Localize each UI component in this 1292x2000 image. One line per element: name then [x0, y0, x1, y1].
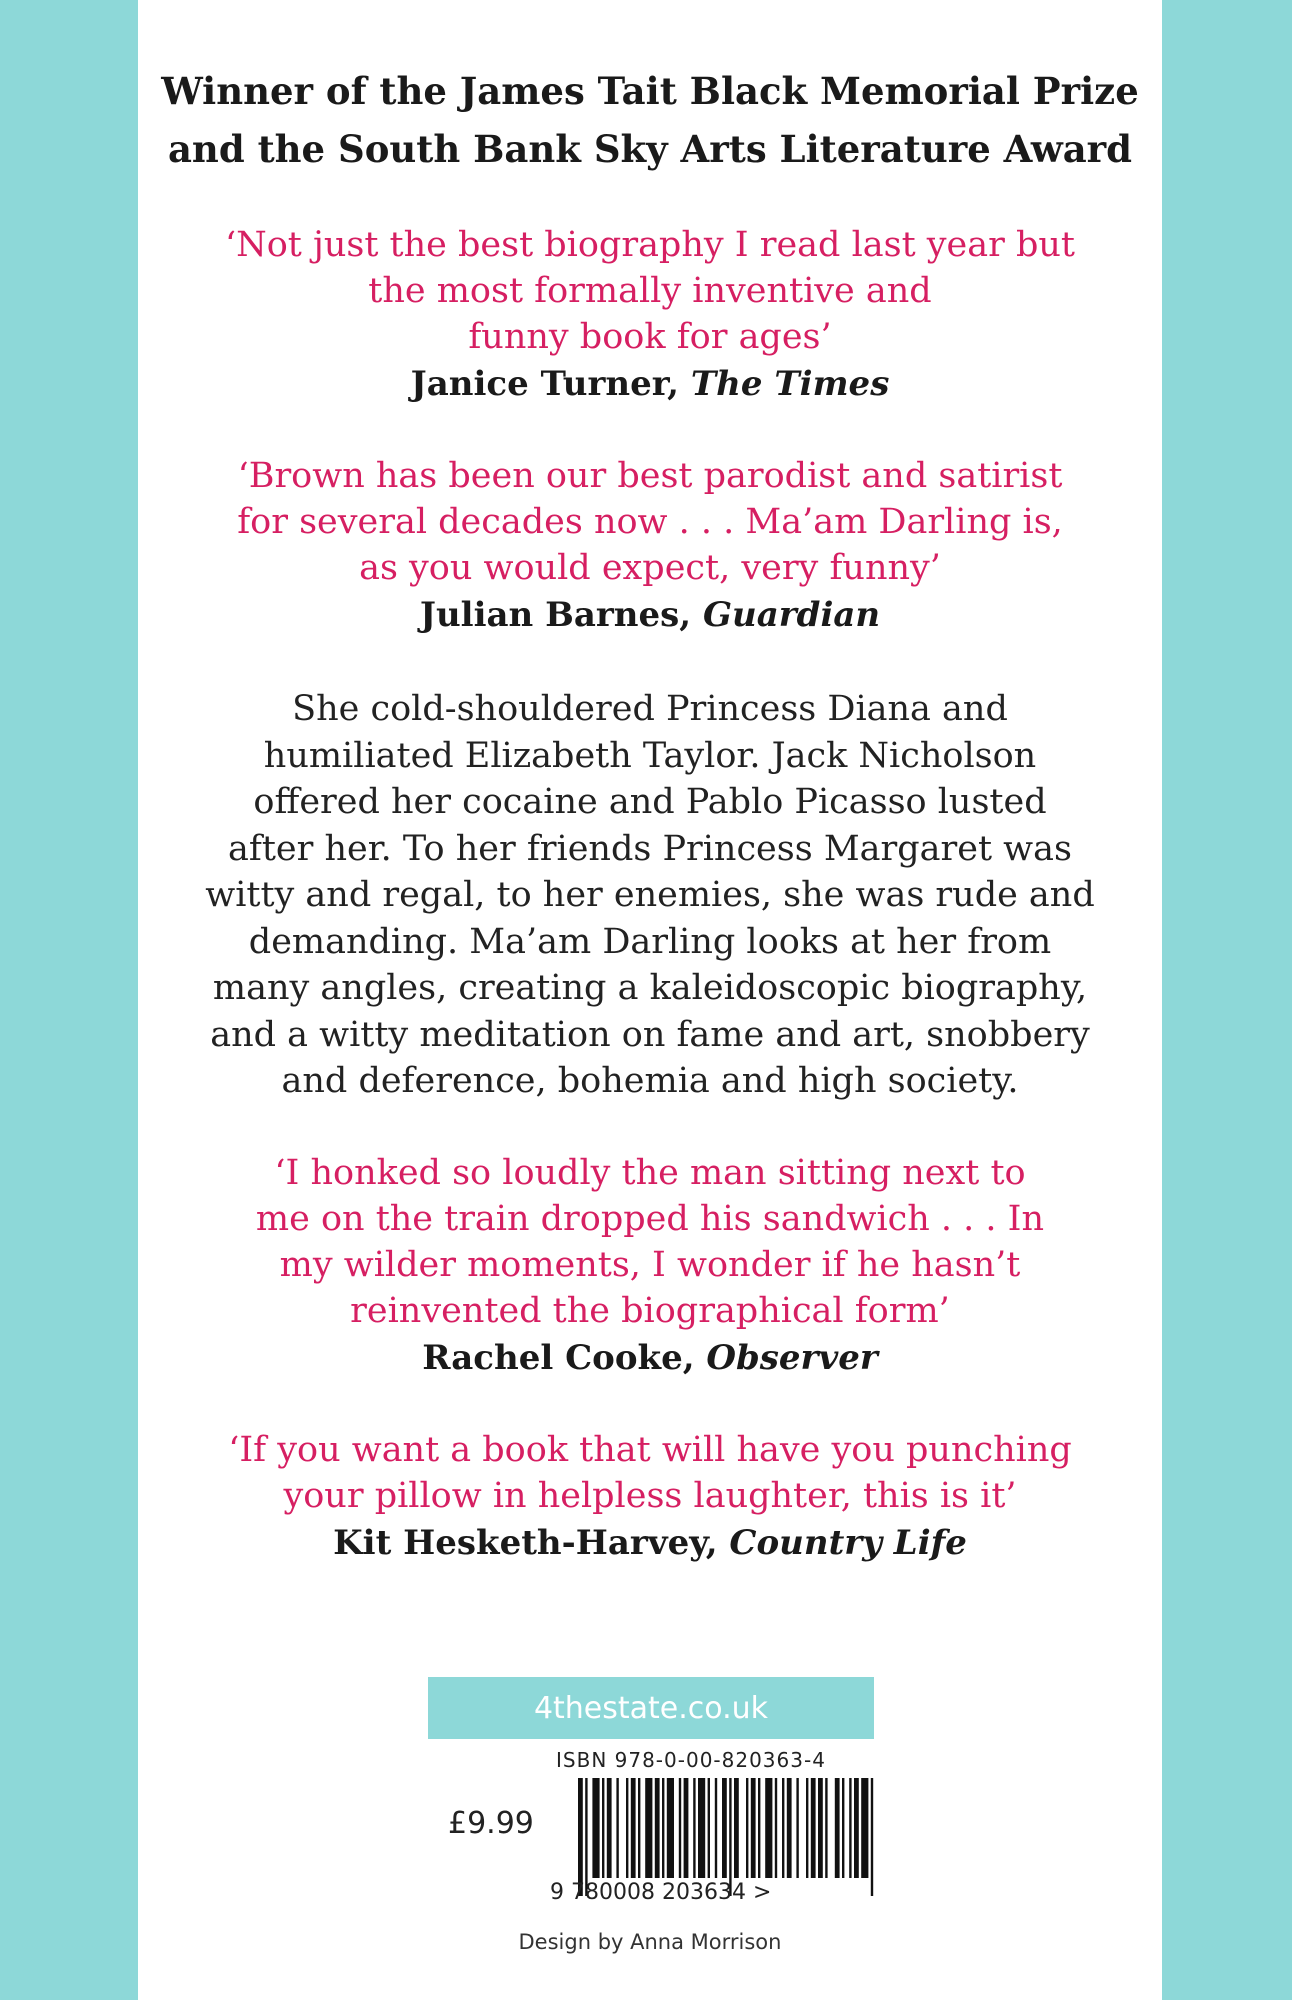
quote-line: me on the train dropped his sandwich . . . In [255, 1199, 1045, 1239]
barcode-bar [698, 1778, 705, 1878]
description-line: demanding. Ma’am Darling looks at her from [248, 921, 1052, 962]
barcode-bar [679, 1778, 681, 1878]
quote-attribution [138, 1334, 1162, 1382]
publisher-website-link[interactable]: 4thestate.co.uk [428, 1677, 874, 1739]
award-banner [138, 62, 1162, 178]
barcode-bar [825, 1778, 827, 1878]
barcode-bar [662, 1778, 664, 1878]
quote-author: Rachel Cooke, [422, 1338, 695, 1378]
review-quote-2 [138, 453, 1162, 639]
quote-line: ‘Not just the best biography I read last year but [224, 225, 1075, 265]
barcode-bar [782, 1778, 784, 1878]
barcode-bar [722, 1778, 727, 1878]
description-line: humiliated Elizabeth Taylor. Jack Nicholson [263, 735, 1037, 776]
quote-attribution [138, 591, 1162, 639]
quote-author: Julian Barnes, [419, 595, 692, 635]
barcode-bar [638, 1778, 640, 1878]
quote-line: funny book for ages’ [468, 317, 832, 357]
review-quote-1 [138, 222, 1162, 408]
quote-attribution [138, 360, 1162, 408]
barcode-bar [811, 1778, 816, 1878]
barcode-bar [871, 1778, 873, 1896]
quote-author: Kit Hesketh-Harvey, [333, 1523, 718, 1563]
quote-line: ‘If you want a book that will have you punching [228, 1430, 1072, 1470]
quote-line: ‘I honked so loudly the man sitting next to [274, 1153, 1026, 1193]
quote-line: for several decades now . . . Ma’am Darling is, [237, 502, 1063, 542]
barcode-bar [796, 1778, 798, 1878]
barcode-bar [667, 1778, 674, 1878]
quote-source: Country Life [729, 1523, 967, 1563]
description-line: many angles, creating a kaleidoscopic biography, [212, 968, 1088, 1008]
barcode-bar [842, 1778, 844, 1878]
book-description [138, 686, 1162, 1105]
barcode-bar [626, 1778, 628, 1878]
design-credit: Design by Anna Morrison [518, 1930, 782, 1954]
barcode-bar [631, 1778, 636, 1878]
quote-source: Guardian [702, 595, 881, 635]
barcode-bar [693, 1778, 695, 1878]
description-line: and deference, bohemia and high society. [281, 1061, 1019, 1101]
barcode-bar [585, 1778, 587, 1896]
barcode-bar [775, 1778, 777, 1878]
barcode-bar [835, 1778, 840, 1878]
barcode-bar [765, 1778, 772, 1878]
barcode-bar [684, 1778, 689, 1878]
barcode-bar [806, 1778, 808, 1878]
back-cover [138, 0, 1162, 2000]
barcode-bar [708, 1778, 710, 1878]
barcode-bar [787, 1778, 792, 1878]
quote-attribution [138, 1519, 1162, 1567]
barcode-number: 9 780008 203634 > [550, 1880, 772, 1905]
quote-source: Observer [706, 1338, 878, 1378]
barcode-bar [746, 1778, 748, 1878]
description-line: offered her cocaine and Pablo Picasso lusted [253, 782, 1047, 822]
review-quote-4 [138, 1427, 1162, 1567]
quote-line: my wilder moments, I wonder if he hasn’t [279, 1245, 1021, 1285]
barcode-bar [849, 1778, 851, 1878]
award-line-1: Winner of the James Tait Black Memorial Prize [161, 69, 1139, 113]
quote-line: as you would expect, very funny’ [359, 548, 941, 588]
barcode-bar [818, 1778, 823, 1878]
price-label: £9.99 [448, 1806, 534, 1841]
barcode-bar [616, 1778, 618, 1878]
isbn-label: ISBN 978-0-00-820363-4 [556, 1748, 826, 1772]
barcode-bar [645, 1778, 652, 1878]
quote-line: reinvented the biographical form’ [350, 1291, 950, 1331]
barcode-bar [607, 1778, 612, 1878]
barcode-bar [854, 1778, 859, 1878]
barcode-bar [861, 1778, 868, 1878]
quote-line: your pillow in helpless laughter, this is it’ [283, 1476, 1017, 1516]
barcode-bar [592, 1778, 599, 1878]
barcode-bar [751, 1778, 756, 1878]
quote-author: Janice Turner, [410, 364, 680, 404]
barcode-bar [715, 1778, 717, 1878]
review-quote-3 [138, 1150, 1162, 1382]
description-line: witty and regal, to her enemies, she was rude and [205, 875, 1095, 915]
quote-line: the most formally inventive and [368, 271, 932, 311]
barcode-bar [729, 1778, 731, 1896]
barcode-bar [734, 1778, 739, 1878]
description-line: She cold-shouldered Princess Diana and [292, 689, 1008, 729]
description-line: after her. To her friends Princess Margaret was [228, 828, 1072, 869]
description-line: and a witty meditation on fame and art, snobbery [210, 1014, 1090, 1055]
quote-source: The Times [690, 364, 890, 404]
barcode-bar [602, 1778, 604, 1878]
barcode-bar [758, 1778, 760, 1878]
quote-line: ‘Brown has been our best parodist and satirist [237, 456, 1063, 496]
award-line-2: and the South Bank Sky Arts Literature Award [167, 127, 1133, 171]
barcode-bar [655, 1778, 660, 1878]
barcode-bar [578, 1778, 583, 1896]
